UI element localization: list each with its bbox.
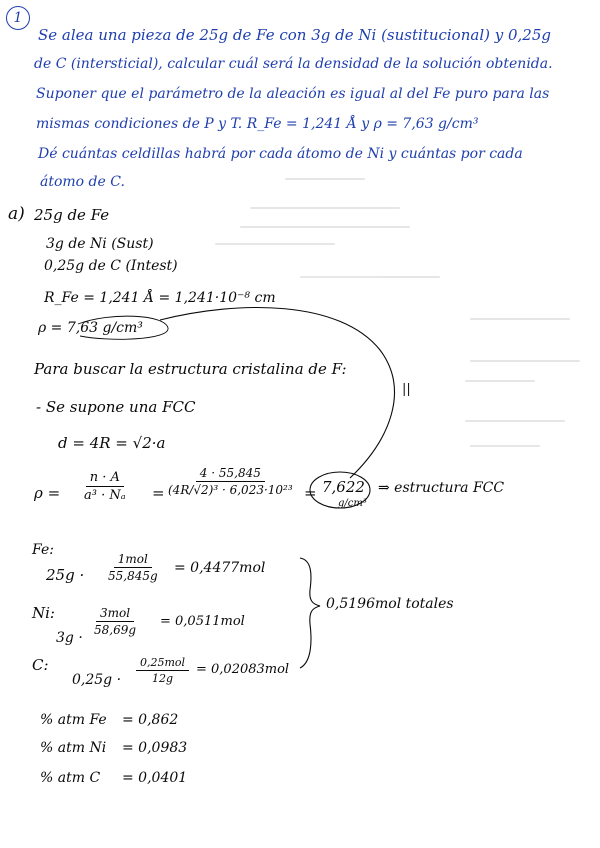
density-formula-numerator: n · A [86,470,124,487]
statement-line-4: mismas condiciones de P y T. R_Fe = 1,241 Å y ρ = 7,63 g/cm³ [36,116,479,132]
c-label: C: [32,656,49,674]
density-substitution-numerator: 4 · 55,845 [196,466,265,482]
fe-mass: 25g de Fe [34,206,110,224]
moles-curly-brace [300,558,320,668]
statement-line-5: Dé cuántas celdillas habrá por cada átomo de Ni y cuántas por cada [38,146,523,162]
fcc-assumption: - Se supone una FCC [36,398,196,416]
problem-number: 1 [13,10,23,26]
rho-label: ρ = [34,484,61,502]
density-value: ρ = 7,63 g/cm³ [38,320,143,336]
ni-label: Ni: [32,604,55,622]
statement-line-1: Se alea una pieza de 25g de Fe con 3g de Ni (sustitucional) y 0,25g [38,26,551,44]
radius-value: R_Fe = 1,241 Å = 1,241·10⁻⁸ cm [44,290,276,306]
density-result-circle [310,472,370,508]
fe-fraction-denominator: 55,845g [108,569,158,583]
density-value-underline-circle [78,316,168,339]
part-a-label: a) [8,204,25,224]
c-mass: 0,25g de C (Intest) [44,258,178,274]
fe-mass-factor: 25g · [46,566,85,584]
c-fraction-denominator: 12g [152,672,174,685]
atom-percent-fe-label: % atm Fe [40,712,107,728]
statement-line-2: de C (intersticial), calcular cuál será la densidad de la solución obtenida. [34,56,553,72]
atom-percent-ni-value: = 0,0983 [122,740,188,756]
total-moles: 0,5196mol totales [326,596,454,612]
density-connector-curve [160,308,394,478]
ni-mass: 3g de Ni (Sust) [46,236,154,252]
ni-fraction-numerator: 3mol [96,606,134,622]
density-substitution-denominator: (4R/√2)³ · 6,023·10²³ [168,483,293,497]
density-result: 7,622 [322,478,365,496]
atom-percent-c-value: = 0,0401 [122,770,188,786]
c-mass-factor: 0,25g · [72,672,122,688]
density-result-unit: g/cm³ [338,498,367,509]
structure-heading: Para buscar la estructura cristalina de F: [34,360,347,378]
fe-label: Fe: [32,542,54,558]
structure-bar: || [402,382,411,397]
fe-fraction-numerator: 1mol [114,552,152,568]
atom-percent-ni-label: % atm Ni [40,740,107,756]
ni-moles-result: = 0,0511mol [160,614,245,629]
equals-sign-1: = [152,484,165,502]
statement-line-3: Suponer que el parámetro de la aleación es igual al del Fe puro para las [36,86,550,102]
ni-fraction-denominator: 58,69g [94,623,137,637]
statement-line-6: átomo de C. [40,174,125,190]
equals-sign-2: = [304,484,317,502]
c-moles-result: = 0,02083mol [196,662,290,677]
fe-moles-result: = 0,4477mol [174,560,266,576]
atom-percent-c-label: % atm C [40,770,101,786]
fcc-relation: d = 4R = √2·a [58,434,166,452]
ni-mass-factor: 3g · [56,630,83,646]
density-formula-denominator: a³ · Nₐ [84,488,126,503]
c-fraction-numerator: 0,25mol [136,656,189,671]
structure-conclusion: ⇒ estructura FCC [378,480,505,496]
atom-percent-fe-value: = 0,862 [122,712,179,728]
